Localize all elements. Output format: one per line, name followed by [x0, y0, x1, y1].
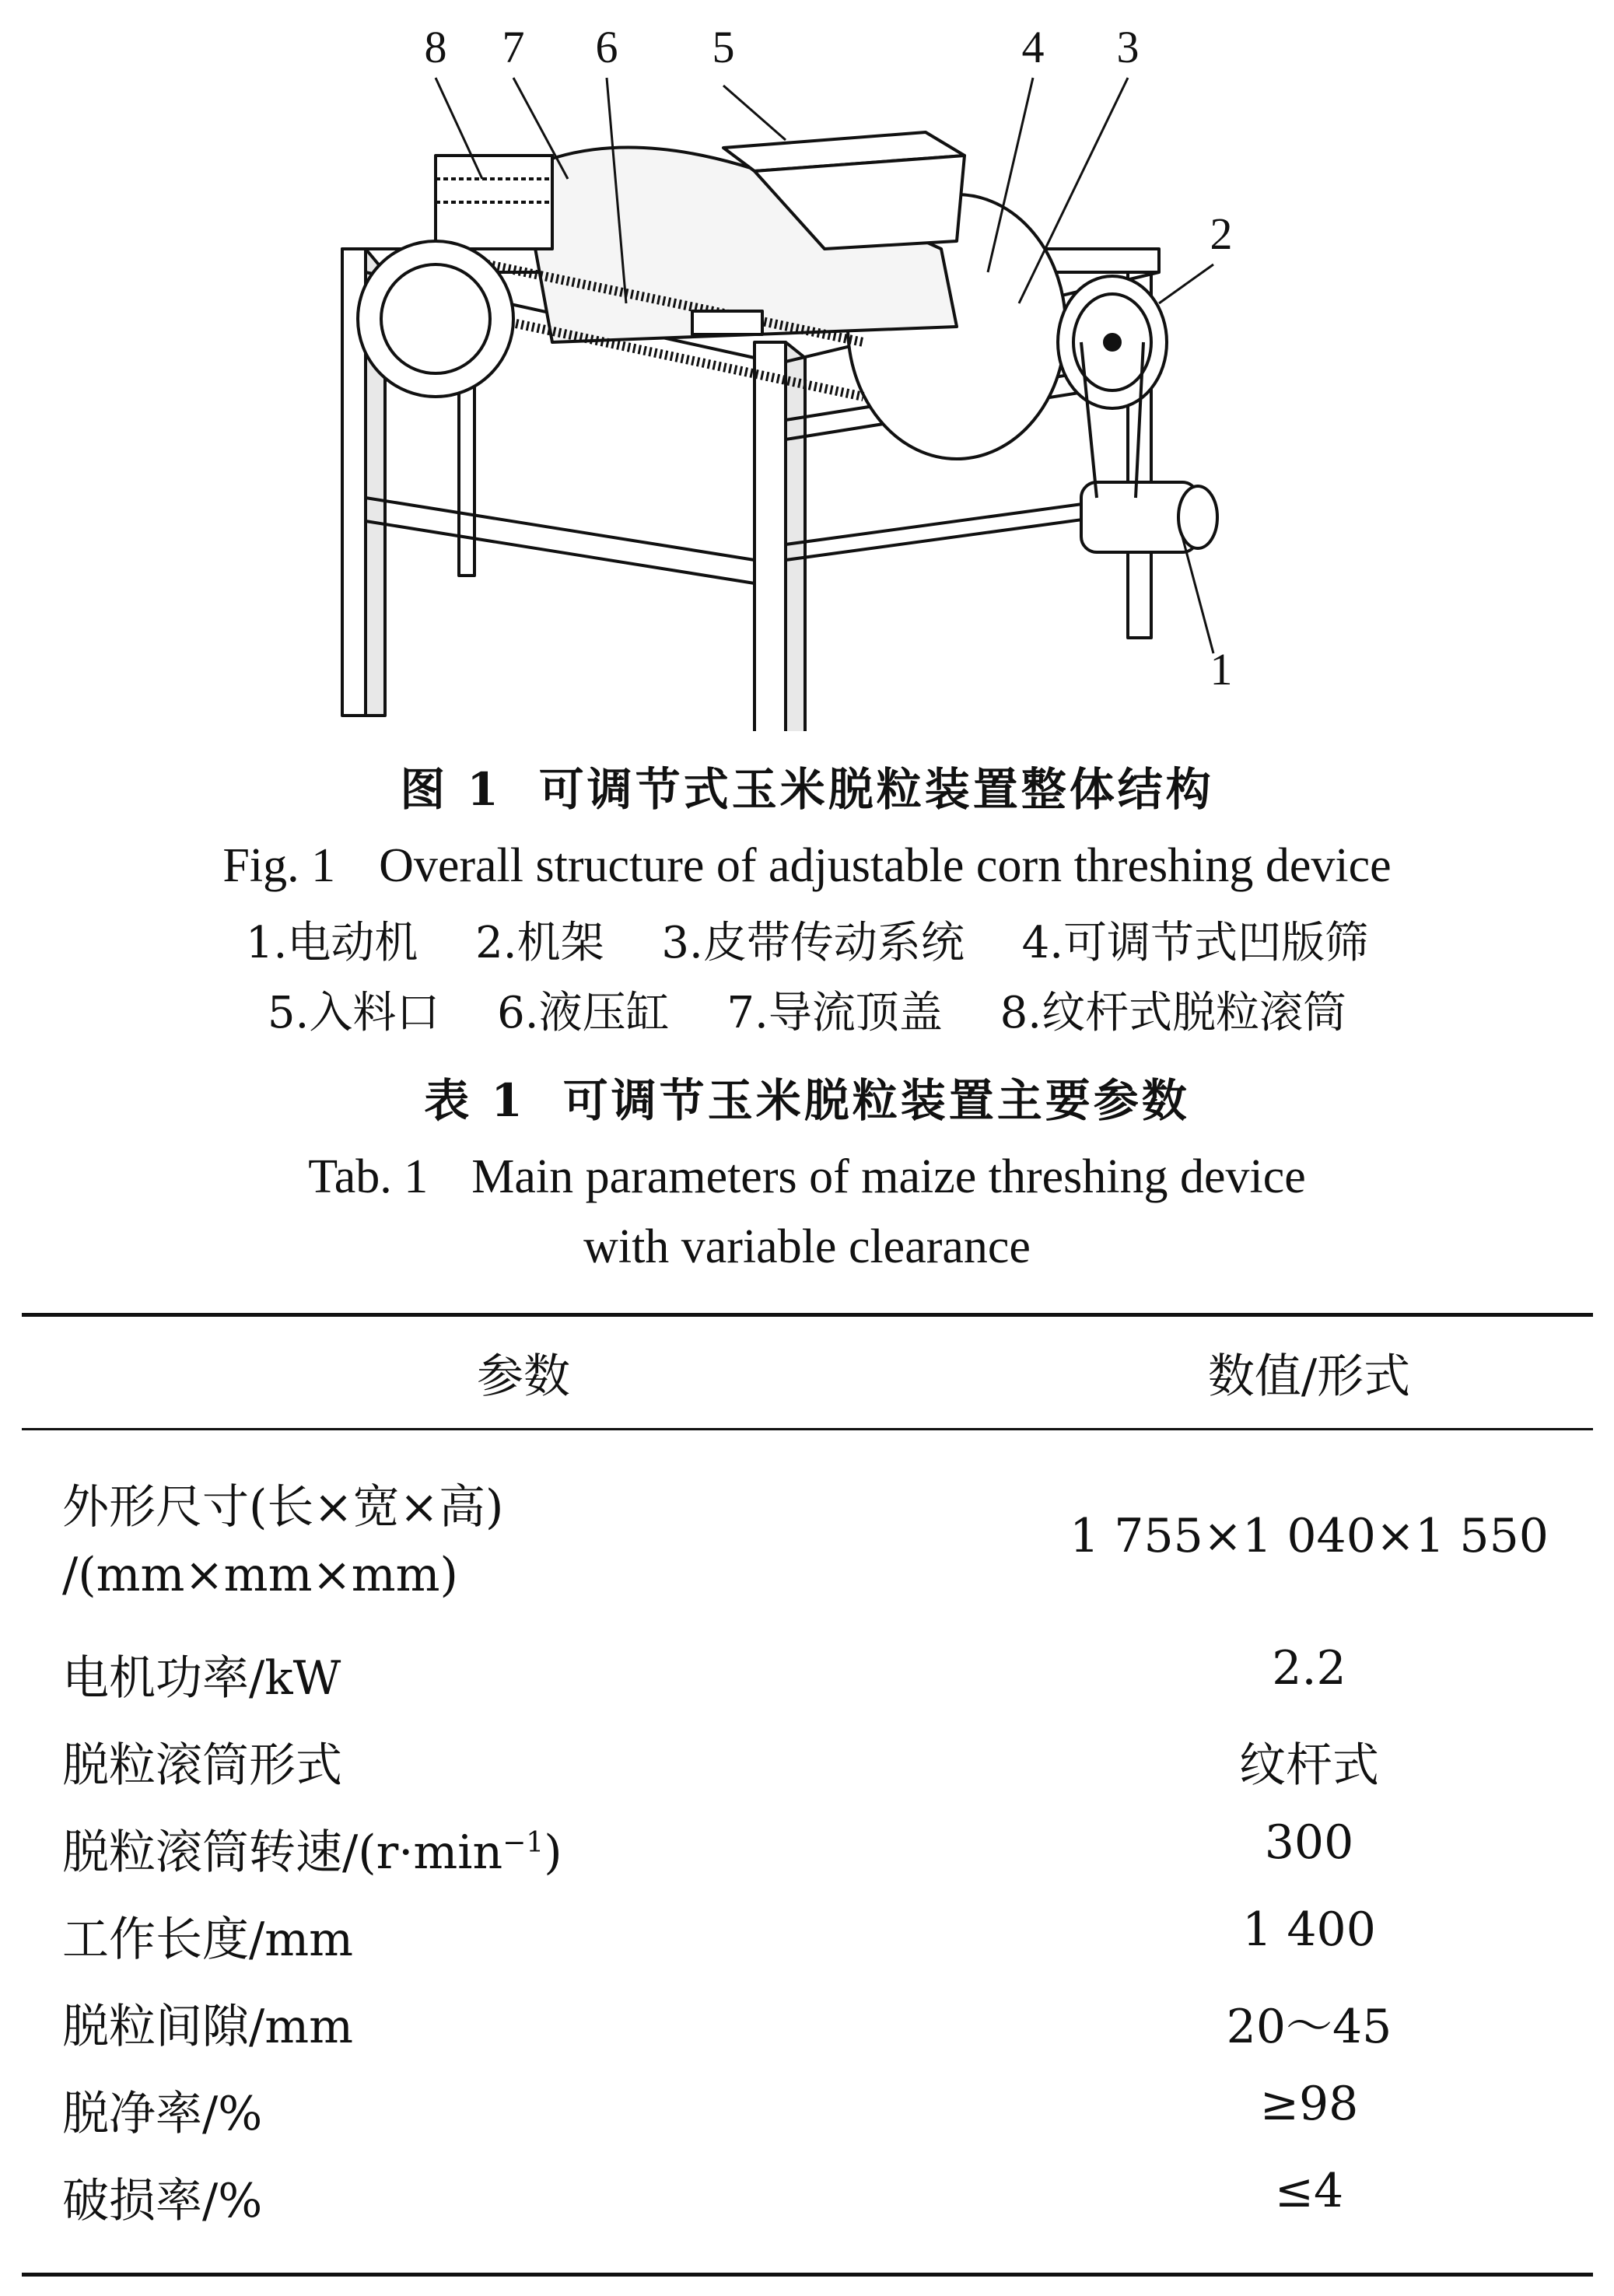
param-cell [62, 1815, 562, 1882]
figure-en-title: Overall structure of adjustable corn threshing device [379, 839, 1392, 892]
param-cell: 工作长度/mm [62, 1913, 354, 1967]
legend-item: 4.可调节式凹版筛 [1021, 918, 1369, 968]
figure-label: 图 1 [400, 763, 502, 816]
param-cell: 外形尺寸(长×宽×高) [62, 1480, 504, 1535]
table-bottom-rule [22, 2273, 1593, 2277]
table-en-label: Tab. 1 [308, 1150, 429, 1203]
value-cell: 1 755×1 040×1 550 [1070, 1509, 1549, 1563]
param-cell: 脱净率/% [62, 2087, 263, 2141]
param-text: 脱粒滚筒转速/(r·min [62, 1825, 503, 1880]
legend-item: 6.液压缸 [497, 988, 670, 1038]
legend-item: 7.导流顶盖 [726, 988, 943, 1038]
table-title-en [0, 1150, 1614, 1205]
table-en-title-line1: Main parameters of maize threshing device [471, 1150, 1306, 1203]
part-label-6: 6 [595, 22, 618, 72]
device-illustration [319, 16, 1299, 731]
figure-legend-line-1 [0, 908, 1614, 971]
table-title-cn [0, 1064, 1614, 1129]
param-cell-cont: /(mm×mm×mm) [62, 1548, 458, 1602]
param-superscript: −1 [502, 1827, 544, 1859]
table-top-rule [22, 1313, 1593, 1317]
param-cell: 电机功率/kW [62, 1651, 341, 1706]
table-title: 可调节玉米脱粒装置主要参数 [562, 1074, 1190, 1127]
part-label-2: 2 [1210, 208, 1233, 259]
column-header-value: 数值/形式 [1207, 1349, 1411, 1404]
param-text-end: ) [544, 1825, 562, 1880]
value-cell: ≤4 [1274, 2164, 1344, 2218]
part-label-5: 5 [712, 22, 735, 72]
param-cell: 脱粒间隙/mm [62, 2000, 354, 2054]
value-cell: 20～45 [1226, 2000, 1392, 2054]
part-label-1: 1 [1210, 644, 1233, 695]
belt-pulley [1058, 276, 1167, 408]
part-label-8: 8 [424, 22, 447, 72]
figure-title-en [0, 838, 1614, 894]
param-cell: 脱粒滚筒形式 [62, 1738, 342, 1793]
legend-item: 2.机架 [475, 918, 604, 968]
table-row [22, 1470, 1593, 1626]
legend-item: 5.入料口 [267, 988, 440, 1038]
value-cell: ≥98 [1259, 2077, 1359, 2131]
param-cell: 破损率/% [62, 2174, 263, 2228]
value-cell: 纹杆式 [1239, 1738, 1379, 1793]
column-header-param: 参数 [477, 1349, 570, 1404]
table-header-rule [22, 1428, 1593, 1430]
figure-en-label: Fig. 1 [222, 839, 336, 892]
part-label-3: 3 [1116, 22, 1140, 72]
hydraulic-cylinder [692, 311, 762, 334]
value-cell: 2.2 [1272, 1641, 1346, 1696]
figure-title: 可调节式玉米脱粒装置整体结构 [538, 763, 1214, 816]
value-cell: 1 400 [1242, 1902, 1376, 1957]
figure-legend-line-2 [0, 978, 1614, 1041]
legend-item: 3.皮带传动系统 [661, 918, 965, 968]
part-label-7: 7 [502, 22, 525, 72]
legend-item: 1.电动机 [245, 918, 418, 968]
figure-title-cn [0, 753, 1614, 818]
value-cell: 300 [1264, 1815, 1354, 1870]
legend-item: 8.纹杆式脱粒滚筒 [1000, 988, 1347, 1038]
table-en-title-line2: with variable clearance [583, 1220, 1031, 1273]
table-label: 表 1 [424, 1074, 526, 1127]
part-label-4: 4 [1021, 22, 1045, 72]
